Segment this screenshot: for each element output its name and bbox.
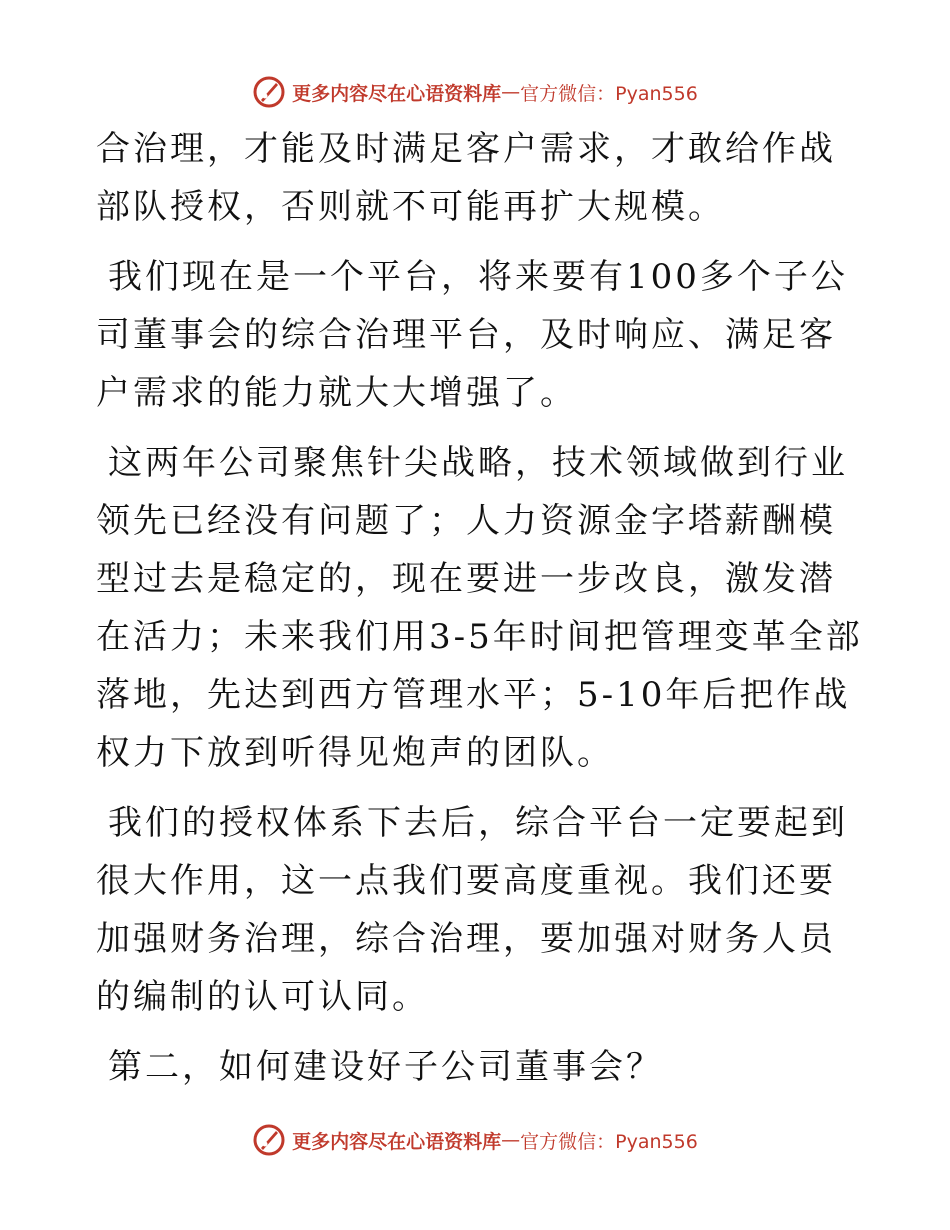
header-banner — [0, 72, 950, 112]
document-body — [96, 120, 866, 1108]
banner-wechat: 官方微信：Pyan556 — [520, 82, 698, 105]
footer-banner — [0, 1120, 950, 1160]
banner-dash: — — [501, 81, 521, 103]
paragraph-2: 我们现在是一个平台，将来要有100多个子公司董事会的综合治理平台，及时响应、满足客户需求的能力就大大增强了。 — [96, 257, 848, 413]
banner-site-name: 更多内容尽在心语资料库 — [292, 1130, 502, 1153]
paragraph-3: 这两年公司聚焦针尖战略，技术领域做到行业领先已经没有问题了；人力资源金字塔薪酬模型过去是稳定的，现在要进一步改良，激发潜在活力；未来我们用3-5年时间把管理变革全部落地，先达到西方管理水平；5-10年后把作战权力下放到听得见炮声的团队。 — [96, 443, 863, 773]
banner-site-name: 更多内容尽在心语资料库 — [292, 82, 502, 105]
banner-dash: — — [501, 1129, 521, 1151]
section-heading: 第二，如何建设好子公司董事会？ — [108, 1047, 663, 1087]
paragraph-1: 合治理，才能及时满足客户需求，才敢给作战部队授权，否则就不可能再扩大规模。 — [96, 129, 836, 227]
quill-logo-icon — [252, 75, 286, 109]
quill-logo-icon — [252, 1123, 286, 1157]
paragraph-4: 我们的授权体系下去后，综合平台一定要起到很大作用，这一点我们要高度重视。我们还要加强财务治理，综合治理，要加强对财务人员的编制的认可认同。 — [96, 803, 848, 1017]
banner-wechat: 官方微信：Pyan556 — [520, 1130, 698, 1153]
